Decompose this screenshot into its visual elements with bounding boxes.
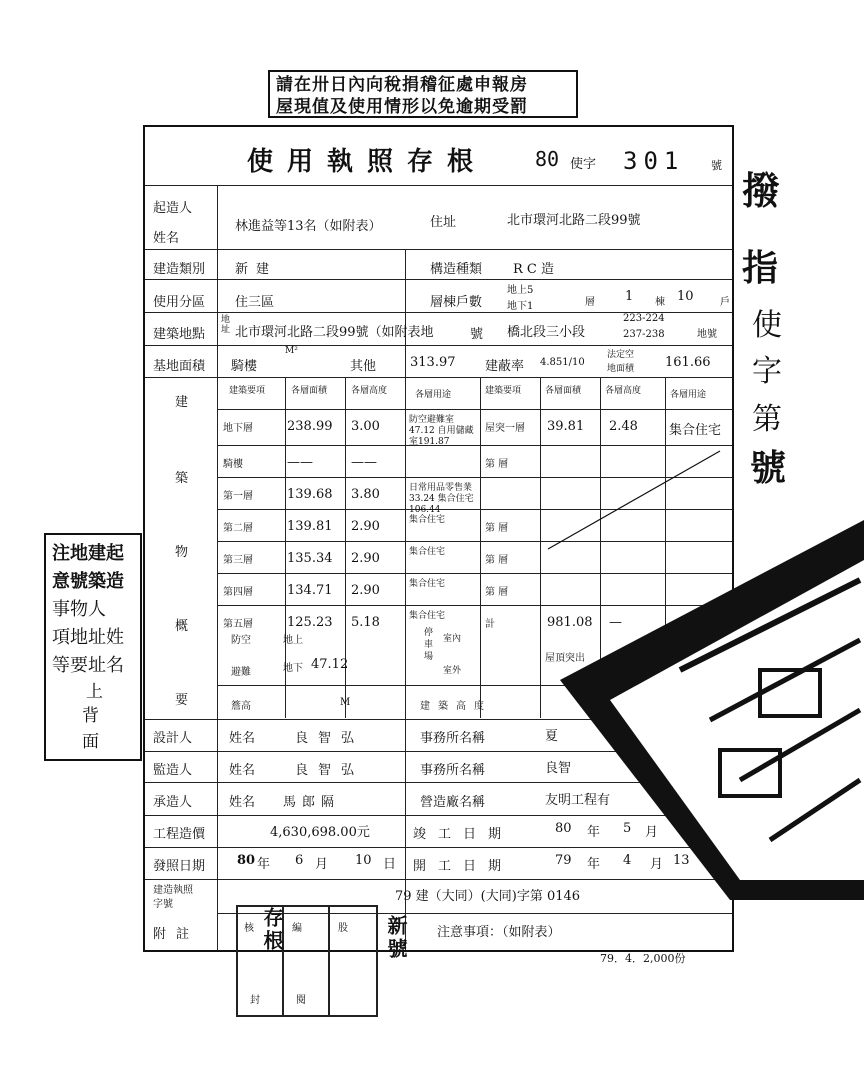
right-edge-char-2: 指 [742,247,779,289]
rule [145,279,732,280]
lot-suffix: 地號 [697,329,717,340]
floor-height: 2.90 [351,551,380,566]
issue-day-unit: 日 [383,857,397,872]
note-text: 注意事項：（如附表） [437,925,561,940]
complete-month-unit: 月 [645,825,659,840]
builder-address: 北市環河北路二段99號 [507,213,641,228]
contractor-name: 馬郎隔 [283,795,341,810]
unit-unit: 戶 [720,297,730,308]
right-floor-use: 集合住宅 [669,423,722,438]
right-floor-height: 2.48 [609,419,638,434]
cost-label: 工程造價 [153,827,206,842]
permit-text: 79 建（大同）(大同)字第 0146 [395,889,581,904]
other-area: 313.97 [410,355,456,370]
right-floor-name: 計 [485,619,495,630]
coverage-label: 建蔽率 [485,359,525,374]
print-footer: 79．4．2,000份 [600,952,686,965]
right-floor-name: 第 層 [485,459,509,470]
side-note-3: 事物人 [52,599,106,620]
zone-label: 使用分區 [153,295,206,310]
contractor-factory-label: 營造廠名稱 [420,795,486,810]
complete-year: 80 [555,821,572,836]
lot-label: 號 [470,327,484,342]
rule [145,185,732,186]
notice-line-1: 請在卅日內向稅捐稽征處申報房 [276,75,528,95]
other-label: 其他 [350,359,377,374]
builder-label-2: 姓名 [153,231,180,246]
shelter-below: 地下 [283,663,303,674]
base-area-label: 基地面積 [153,359,206,374]
floor-use: 防空避難室47.12 自用儲藏室191.87 [409,415,474,447]
floor-area: 125.23 [287,615,333,630]
issue-month: 6 [295,853,304,868]
issue-year: 80 [237,853,256,868]
address-small-label: 地址 [221,315,231,335]
permit-suffix: 號 [711,159,722,172]
supervisor-office: 良智 [545,761,572,776]
contractor-label: 承造人 [153,795,193,810]
notice-box [268,70,578,118]
floor-use: 日常用品零售業33.24 集合住宅106.44 [409,483,474,515]
floor-area: 139.68 [287,487,333,502]
parking-label: 停車場 [422,627,432,663]
floor-name: 第二層 [223,523,253,534]
supervisor-name-label: 姓名 [229,763,256,778]
parking-indoor: 室內 [443,634,462,644]
side-note-box [44,533,142,761]
col-header-4: 各層用途 [415,390,452,400]
side-label-1: 建 [175,395,189,410]
start-year-unit: 年 [587,857,601,872]
start-year: 79 [555,853,572,868]
floor-unit: 層 [585,297,595,308]
builder-name: 林進益等13名（如附表） [235,219,382,234]
floor-name: 第四層 [223,587,253,598]
cost-value: 4,630,698.00元 [270,825,370,840]
rule [145,249,732,250]
right-floor-height: — [609,615,622,630]
stamp-big: 存根 [260,907,284,953]
stamp-cell-2: 編 [292,923,302,934]
stamp-cell-5: 閱 [296,995,306,1006]
complete-month: 5 [623,821,632,836]
permit-prefix: 使字 [570,157,597,172]
floor-name: 騎樓 [223,459,243,470]
lot-section: 橋北段三小段 [507,325,586,340]
address-label: 住址 [430,215,457,230]
site-address: 北市環河北路二段99號（如附表地 [235,325,434,340]
col-header-6: 各層面積 [545,386,582,396]
floor-use: 集合住宅 [409,547,446,557]
structure-label: 構造種類 [430,262,483,277]
right-edge-char-1: 撥 [742,168,781,213]
col-header-1: 建築要項 [229,386,266,396]
right-floor-area: 981.08 [547,615,593,630]
floor-height: 3.80 [351,487,380,502]
unit-count: 10 [677,289,694,304]
floor-use: 集合住宅 [409,611,446,621]
right-floor-name: 屋突一層 [485,423,525,434]
permit-label-1: 建造執照 [153,885,193,896]
right-floor-area: 39.81 [547,419,585,434]
stamp-cell-4: 封 [250,995,260,1006]
lot-numbers-1: 223-224 [623,313,665,324]
designer-name: 良智弘 [295,731,365,746]
parking-outdoor: 室外 [443,666,462,676]
coverage: 4.851/10 [540,357,585,368]
floor-area: 139.81 [287,519,333,534]
col-header-8: 各層用途 [670,390,707,400]
right-edge-char-5: 第 [752,402,782,437]
start-day: 13 [673,853,690,868]
eave-value: M [340,697,351,708]
height-label: 建築高度 [420,701,492,712]
start-month: 4 [623,853,632,868]
torn-corner [560,520,864,900]
floor-height: 3.00 [351,419,380,434]
shelter-below-area: 47.12 [311,657,349,672]
side-note-1: 注地建起 [52,543,124,564]
supervisor-name: 良智弘 [295,763,365,778]
floor-use: 集合住宅 [409,515,446,525]
contractor-factory: 友明工程有 [545,793,611,808]
floors-above: 地上5 [507,285,534,296]
floor-area: 135.34 [287,551,333,566]
designer-office-label: 事務所名稱 [420,731,486,746]
start-month-unit: 月 [650,857,664,872]
designer-name-label: 姓名 [229,731,256,746]
side-note-7: 背 [82,706,99,726]
contractor-name-label: 姓名 [229,795,256,810]
col-header-5: 建築要項 [485,386,522,396]
side-note-4: 項地址姓 [52,627,124,648]
rule [405,249,406,950]
build-type-label: 建造類別 [153,262,206,277]
col-header-2: 各層面積 [291,386,328,396]
stamp-cell-3: 股 [338,923,348,934]
right-floor-name: 第 層 [485,523,509,534]
complete-label: 竣工日期 [413,827,514,842]
floor-use: 集合住宅 [409,579,446,589]
open-area: 161.66 [665,355,711,370]
zone: 住三區 [235,295,275,310]
supervisor-label: 監造人 [153,763,193,778]
m2-unit: M² [285,346,298,356]
shelter-above: 地上 [283,635,303,646]
floor-height: 2.90 [351,583,380,598]
issue-month-unit: 月 [315,857,329,872]
floors-below: 地下1 [507,301,534,312]
side-label-4: 概 [175,619,189,634]
floor-height: —— [351,455,377,470]
col-header-3: 各層高度 [351,386,388,396]
stamp-divider [328,905,330,1015]
right-edge-char-3: 使 [752,308,782,343]
site-label: 建築地點 [153,327,206,342]
build-type: 新建 [235,262,278,277]
builder-label-1: 起造人 [153,201,193,216]
side-label-3: 物 [175,545,189,560]
notice-line-2: 屋現值及使用情形以免逾期受罰 [276,97,528,117]
form-title: 使用執照存根 [247,147,488,177]
rule [217,185,218,950]
rule [480,377,481,718]
side-note-2: 意號築造 [52,571,124,592]
shelter-label-2: 避難 [231,667,251,678]
arcade-label: 騎樓 [231,359,258,374]
floor-name: 第五層 [223,619,253,630]
issue-label: 發照日期 [153,859,206,874]
rule [145,377,732,378]
side-note-6: 上 [86,682,103,702]
designer-label: 設計人 [153,731,193,746]
permit-label-2: 字號 [153,899,173,910]
eave-label: 簷高 [231,701,251,712]
open-label-1: 法定空 [607,350,635,360]
designer-office: 夏 [545,729,559,744]
building-count: 1 [625,289,634,304]
floor-height: 2.90 [351,519,380,534]
issue-day: 10 [355,853,372,868]
side-note-8: 面 [82,732,99,752]
right-edge-char-6: 號 [750,447,787,489]
floor-name: 地下層 [223,423,253,434]
floor-name: 第一層 [223,491,253,502]
permit-number: 301 [623,147,685,175]
stamp-new: 新號 [384,915,408,961]
lot-numbers-2: 237-238 [623,329,665,340]
open-label-2: 地面積 [607,364,635,374]
roof-label: 屋頂突出 [545,653,585,664]
start-label: 開工日期 [413,859,514,874]
note-label: 附註 [153,927,200,942]
stamp-cell-1: 核 [244,923,254,934]
office-stamp [236,905,426,1015]
floors-label: 層棟戶數 [430,295,483,310]
right-floor-name: 第 層 [485,587,509,598]
floor-area: 238.99 [287,419,333,434]
complete-year-unit: 年 [587,825,601,840]
permit-year: 80 [535,147,560,171]
supervisor-office-label: 事務所名稱 [420,763,486,778]
col-header-7: 各層高度 [605,386,642,396]
issue-year-unit: 年 [257,857,271,872]
rule [217,409,732,410]
side-label-2: 築 [175,471,189,486]
building-unit: 棟 [655,297,665,308]
floor-area: —— [287,455,313,470]
right-floor-name: 第 層 [485,555,509,566]
floor-area: 134.71 [287,583,333,598]
right-edge-char-4: 字 [752,354,782,389]
structure-type: R C 造 [513,262,554,277]
floor-height: 5.18 [351,615,380,630]
shelter-label-1: 防空 [231,635,251,646]
side-note-5: 等要址名 [52,655,124,676]
side-label-5: 要 [175,693,189,708]
floor-name: 第三層 [223,555,253,566]
rule [145,345,732,346]
